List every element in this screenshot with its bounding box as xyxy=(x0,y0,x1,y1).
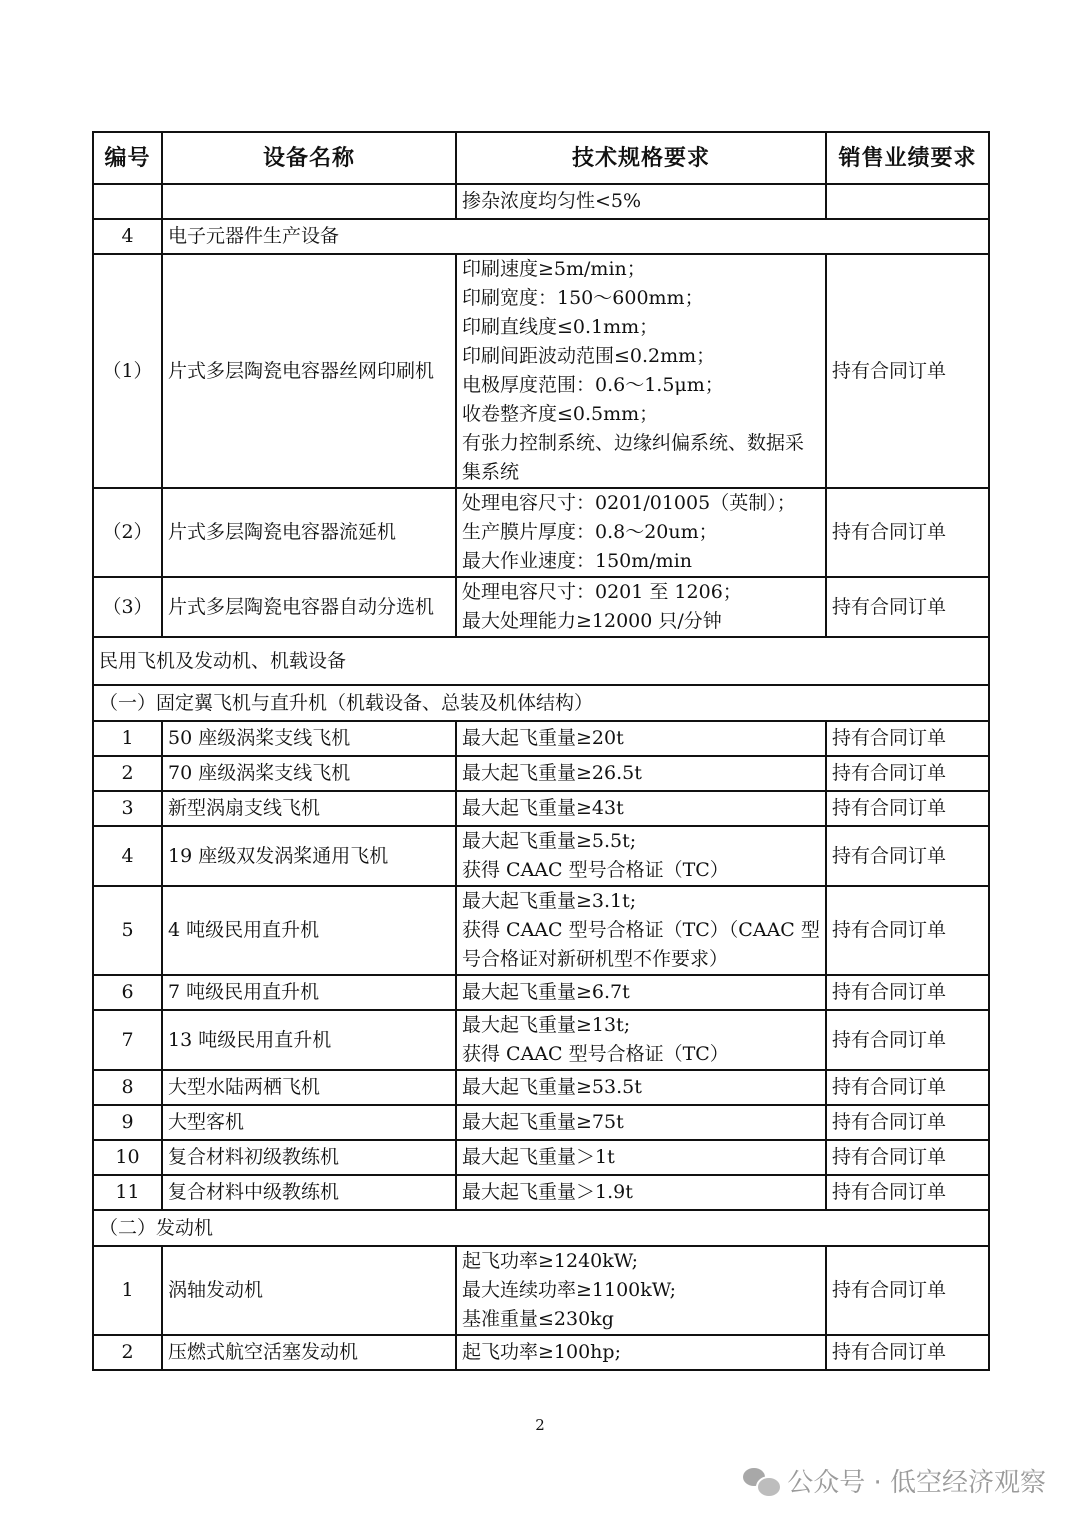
row-sales-requirement: 持有合同订单 xyxy=(826,886,989,975)
row-number: 2 xyxy=(93,1335,162,1370)
row-device-name xyxy=(162,184,456,219)
row-tech-spec: 最大起飞重量≥13t; 获得 CAAC 型号合格证（TC） xyxy=(456,1010,826,1070)
row-tech-spec: 最大起飞重量＞1.9t xyxy=(456,1175,826,1210)
row-sales-requirement xyxy=(826,184,989,219)
row-tech-spec: 最大起飞重量≥75t xyxy=(456,1105,826,1140)
row-tech-spec: 最大起飞重量≥6.7t xyxy=(456,975,826,1010)
row-tech-spec: 最大起飞重量≥3.1t; 获得 CAAC 型号合格证（TC）（CAAC 型号合格证对新研机型不作要求） xyxy=(456,886,826,975)
watermark-text: 公众号 · 低空经济观察 xyxy=(787,1468,1046,1498)
section-row xyxy=(93,637,989,685)
table-row xyxy=(93,1010,989,1070)
row-device-name: 19 座级双发涡桨通用飞机 xyxy=(162,826,456,886)
table-row xyxy=(93,1140,989,1175)
row-number: 4 xyxy=(93,219,162,254)
row-sales-requirement: 持有合同订单 xyxy=(826,488,989,577)
row-sales-requirement: 持有合同订单 xyxy=(826,826,989,886)
row-number xyxy=(93,184,162,219)
row-number: 8 xyxy=(93,1070,162,1105)
row-device-name: 片式多层陶瓷电容器自动分选机 xyxy=(162,577,456,637)
row-tech-spec: 印刷速度≥5m/min； 印刷宽度：150～600mm； 印刷直线度≤0.1mm； 印刷间距波动范围≤0.2mm； 电极厚度范围：0.6～1.5μm； 收卷整齐度≤0.5mm； 有张力控制系统、边缘纠偏系统、数据采集系统 xyxy=(456,254,826,488)
row-tech-spec: 最大起飞重量≥5.5t; 获得 CAAC 型号合格证（TC） xyxy=(456,826,826,886)
row-tech-spec: 处理电容尺寸：0201 至 1206； 最大处理能力≥12000 只/分钟 xyxy=(456,577,826,637)
row-device-name: 13 吨级民用直升机 xyxy=(162,1010,456,1070)
row-number: （2） xyxy=(93,488,162,577)
row-number: （1） xyxy=(93,254,162,488)
table-row xyxy=(93,488,989,577)
row-number: 10 xyxy=(93,1140,162,1175)
row-device-name: 4 吨级民用直升机 xyxy=(162,886,456,975)
row-sales-requirement: 持有合同订单 xyxy=(826,254,989,488)
table-row xyxy=(93,1246,989,1335)
subsection-row xyxy=(93,1210,989,1246)
row-device-name: 70 座级涡桨支线飞机 xyxy=(162,756,456,791)
row-number: 7 xyxy=(93,1010,162,1070)
row-number: （3） xyxy=(93,577,162,637)
table-header-row xyxy=(93,132,989,184)
header-device-name: 设备名称 xyxy=(162,132,456,184)
row-sales-requirement: 持有合同订单 xyxy=(826,1175,989,1210)
row-sales-requirement: 持有合同订单 xyxy=(826,791,989,826)
subsection-row xyxy=(93,685,989,721)
row-number: 1 xyxy=(93,721,162,756)
row-sales-requirement: 持有合同订单 xyxy=(826,1010,989,1070)
table-row xyxy=(93,1175,989,1210)
table-row xyxy=(93,577,989,637)
subsection-title: （二）发动机 xyxy=(93,1210,989,1246)
table-row xyxy=(93,219,989,254)
header-sales-requirement: 销售业绩要求 xyxy=(826,132,989,184)
row-device-name: 复合材料初级教练机 xyxy=(162,1140,456,1175)
table-row xyxy=(93,1335,989,1370)
row-tech-spec: 起飞功率≥100hp; xyxy=(456,1335,826,1370)
row-tech-spec: 掺杂浓度均匀性<5% xyxy=(456,184,826,219)
row-tech-spec: 最大起飞重量≥20t xyxy=(456,721,826,756)
row-sales-requirement: 持有合同订单 xyxy=(826,1140,989,1175)
row-device-name: 压燃式航空活塞发动机 xyxy=(162,1335,456,1370)
page-number: 2 xyxy=(535,1416,545,1434)
watermark xyxy=(743,1462,1046,1499)
row-device-name: 涡轴发动机 xyxy=(162,1246,456,1335)
row-device-name: 复合材料中级教练机 xyxy=(162,1175,456,1210)
table-row xyxy=(93,975,989,1010)
row-device-name: 片式多层陶瓷电容器流延机 xyxy=(162,488,456,577)
subsection-title: （一）固定翼飞机与直升机（机载设备、总装及机体结构） xyxy=(93,685,989,721)
row-device-name: 50 座级涡桨支线飞机 xyxy=(162,721,456,756)
row-device-name: 大型客机 xyxy=(162,1105,456,1140)
row-sales-requirement: 持有合同订单 xyxy=(826,577,989,637)
row-device-name: 大型水陆两栖飞机 xyxy=(162,1070,456,1105)
row-number: 11 xyxy=(93,1175,162,1210)
row-number: 1 xyxy=(93,1246,162,1335)
row-tech-spec: 最大起飞重量≥26.5t xyxy=(456,756,826,791)
row-sales-requirement: 持有合同订单 xyxy=(826,1105,989,1140)
row-number: 6 xyxy=(93,975,162,1010)
row-sales-requirement: 持有合同订单 xyxy=(826,721,989,756)
header-tech-spec: 技术规格要求 xyxy=(456,132,826,184)
table-row xyxy=(93,721,989,756)
row-device-name: 7 吨级民用直升机 xyxy=(162,975,456,1010)
row-device-name: 新型涡扇支线飞机 xyxy=(162,791,456,826)
row-category-name: 电子元器件生产设备 xyxy=(162,219,989,254)
row-number: 3 xyxy=(93,791,162,826)
row-number: 5 xyxy=(93,886,162,975)
row-number: 4 xyxy=(93,826,162,886)
row-tech-spec: 最大起飞重量＞1t xyxy=(456,1140,826,1175)
row-tech-spec: 最大起飞重量≥53.5t xyxy=(456,1070,826,1105)
row-sales-requirement: 持有合同订单 xyxy=(826,975,989,1010)
row-device-name: 片式多层陶瓷电容器丝网印刷机 xyxy=(162,254,456,488)
row-sales-requirement: 持有合同订单 xyxy=(826,1070,989,1105)
row-tech-spec: 最大起飞重量≥43t xyxy=(456,791,826,826)
table-row xyxy=(93,1070,989,1105)
row-tech-spec: 处理电容尺寸：0201/01005（英制）； 生产膜片厚度：0.8～20um； 最大作业速度：150m/min xyxy=(456,488,826,577)
wechat-icon xyxy=(743,1466,779,1496)
table-row xyxy=(93,826,989,886)
table-row xyxy=(93,756,989,791)
header-number: 编号 xyxy=(93,132,162,184)
section-title: 民用飞机及发动机、机载设备 xyxy=(93,637,989,685)
row-number: 9 xyxy=(93,1105,162,1140)
equipment-table xyxy=(92,131,990,1371)
row-tech-spec: 起飞功率≥1240kW; 最大连续功率≥1100kW; 基准重量≤230kg xyxy=(456,1246,826,1335)
table-row xyxy=(93,1105,989,1140)
table-row xyxy=(93,184,989,219)
table-row xyxy=(93,886,989,975)
row-sales-requirement: 持有合同订单 xyxy=(826,756,989,791)
table-row xyxy=(93,254,989,488)
table-row xyxy=(93,791,989,826)
row-sales-requirement: 持有合同订单 xyxy=(826,1246,989,1335)
row-number: 2 xyxy=(93,756,162,791)
row-sales-requirement: 持有合同订单 xyxy=(826,1335,989,1370)
